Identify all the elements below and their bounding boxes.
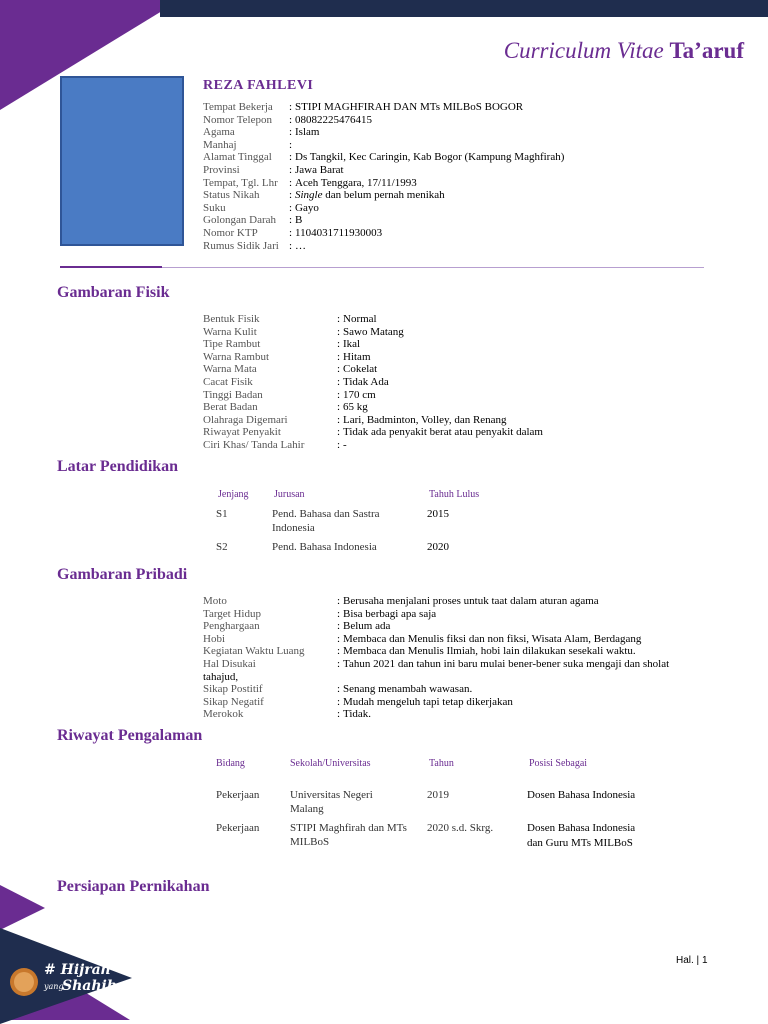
table-cell: Dosen Bahasa Indonesia dan Guru MTs MILBoS [527, 822, 636, 849]
biodata-row: Suku : Gayo [203, 201, 319, 214]
table-header: Jenjang [218, 489, 249, 500]
section-title-pribadi: Gambaran Pribadi [57, 566, 188, 583]
field-value: Tidak Ada [343, 375, 389, 388]
field-label: Tempat, Tgl. Lhr [203, 176, 278, 189]
field-value-italic: Single [295, 189, 323, 202]
title-italic: Curriculum Vitae [503, 38, 664, 63]
field-label: Hobi [203, 632, 225, 645]
physical-row: Warna Rambut : Hitam [203, 350, 371, 363]
field-value: Belum ada [343, 620, 391, 633]
divider-accent [60, 266, 162, 268]
physical-row: Warna Mata : Cokelat [203, 363, 378, 376]
field-label: Olahraga Digemari [203, 413, 288, 426]
field-label: Sikap Negatif [203, 695, 264, 708]
person-name: REZA FAHLEVI [203, 78, 314, 93]
field-value: Sawo Matang [343, 325, 404, 338]
physical-row: Cacat Fisik : Tidak Ada [203, 375, 389, 388]
table-cell: Pekerjaan [216, 789, 260, 801]
title-bold: Ta’aruf [669, 38, 744, 63]
field-value: dan belum pernah menikah [325, 189, 445, 202]
table-cell: Pend. Bahasa dan Sastra Indonesia [272, 508, 380, 534]
physical-row: Tinggi Badan : 170 cm [203, 388, 376, 401]
section-title-pendidikan: Latar Pendidikan [57, 458, 179, 475]
field-value: Islam [295, 126, 320, 139]
field-value: Bisa berbagi apa saja [343, 607, 437, 620]
table-cell: Universitas Negeri Malang [290, 789, 373, 815]
table-cell: STIPI Maghfirah dan MTs MILBoS [290, 822, 407, 848]
personal-row: Merokok : Tidak. [203, 708, 372, 721]
section-title-pernikahan: Persiapan Pernikahan [57, 878, 210, 895]
field-label: Agama [203, 126, 235, 139]
field-label: Penghargaan [203, 620, 260, 633]
logo-line2: Shahih [62, 978, 118, 994]
physical-list [203, 313, 543, 452]
table-cell: 2020 [427, 541, 449, 553]
field-label: Merokok [203, 708, 244, 721]
hijrah-logo [8, 958, 128, 1008]
field-value: Hitam [343, 350, 371, 363]
field-value: Lari, Badminton, Volley, dan Renang [343, 413, 507, 426]
field-value-continuation: tahajud, [203, 670, 239, 683]
document-title [504, 38, 744, 64]
profile-photo-placeholder [60, 76, 184, 246]
field-value: Jawa Barat [295, 163, 344, 176]
personal-row: Target Hidup : Bisa berbagi apa saja [203, 607, 437, 620]
field-value: Cokelat [343, 363, 378, 376]
field-label: Riwayat Penyakit [203, 426, 281, 439]
field-label: Sikap Postitif [203, 683, 263, 696]
biodata-row: Nomor Telepon : 08082225476415 [203, 113, 372, 126]
personal-list [203, 595, 669, 721]
physical-row: Tipe Rambut : Ikal [203, 338, 361, 351]
biodata-row: Agama : Islam [203, 126, 320, 139]
table-cell: 2019 [427, 789, 449, 801]
field-value: Membaca dan Menulis Ilmiah, hobi lain dilakukan sesekali waktu. [343, 645, 636, 658]
logo-small: yang [44, 982, 64, 991]
table-header: Posisi Sebagai [529, 758, 588, 769]
field-label: Provinsi [203, 163, 240, 176]
field-label: Ciri Khas/ Tanda Lahir [203, 438, 305, 451]
field-label: Tinggi Badan [203, 388, 263, 401]
biodata-row: Golongan Darah : B [203, 214, 303, 227]
field-value: - [343, 438, 347, 451]
biodata-row: Provinsi : Jawa Barat [203, 163, 344, 176]
personal-row: Hobi : Membaca dan Menulis fiksi dan non fiksi, Wisata Alam, Berdagang [203, 632, 642, 645]
field-value: Ikal [343, 338, 361, 351]
personal-row: Sikap Postitif : Senang menambah wawasan. [203, 683, 473, 696]
field-label: Rumus Sidik Jari [203, 239, 279, 252]
field-label: Target Hidup [203, 607, 261, 620]
biodata-row: Tempat, Tgl. Lhr : Aceh Tenggara, 17/11/1993 [203, 176, 417, 189]
field-label: Berat Badan [203, 401, 258, 414]
biodata-list [203, 101, 564, 252]
field-label: Alamat Tinggal [203, 151, 272, 164]
field-label: Moto [203, 595, 227, 607]
field-label: Tipe Rambut [203, 338, 261, 351]
field-value: Normal [343, 313, 377, 325]
physical-row: Ciri Khas/ Tanda Lahir : - [203, 438, 347, 451]
table-cell: S2 [216, 541, 228, 553]
field-label: Warna Kulit [203, 325, 257, 338]
field-label: Warna Mata [203, 363, 257, 376]
field-value: Ds Tangkil, Kec Caringin, Kab Bogor (Kampung Maghfirah) [295, 151, 565, 164]
field-value: Gayo [295, 201, 319, 214]
table-cell: 2020 s.d. Skrg. [427, 822, 494, 834]
field-label: Suku [203, 201, 226, 214]
field-label: Tempat Bekerja [203, 101, 273, 113]
field-label: Manhaj [203, 138, 237, 151]
field-value: B [295, 214, 303, 227]
personal-row-continuation [203, 671, 669, 684]
field-value: STIPI MAGHFIRAH DAN MTs MILBoS BOGOR [295, 101, 524, 113]
field-label: Nomor Telepon [203, 113, 272, 126]
biodata-row: Status Nikah : Single dan belum pernah menikah [203, 189, 445, 202]
field-value: … [295, 239, 306, 252]
personal-row: Kegiatan Waktu Luang : Membaca dan Menulis Ilmiah, hobi lain dilakukan sesekali waktu. [203, 645, 636, 658]
table-cell: Pend. Bahasa Indonesia [272, 541, 377, 553]
field-value: Berusaha menjalani proses untuk taat dalam aturan agama [343, 595, 599, 607]
personal-row: Penghargaan : Belum ada [203, 620, 391, 633]
biodata-row: Nomor KTP : 1104031711930003 [203, 226, 383, 239]
page-number: Hal. | 1 [676, 955, 708, 966]
personal-row: Hal Disukai : Tahun 2021 dan tahun ini baru mulai bener-bener suka mengaji dan sholat [203, 657, 670, 670]
logo-line1: # Hijrah [44, 962, 111, 978]
field-label: Warna Rambut [203, 350, 270, 363]
table-cell: 2015 [427, 508, 449, 520]
biodata-row: Tempat Bekerja : STIPI MAGHFIRAH DAN MTs MILBoS BOGOR [203, 101, 524, 113]
personal-row: Sikap Negatif : Mudah mengeluh tapi tetap dikerjakan [203, 695, 513, 708]
field-label: Kegiatan Waktu Luang [203, 645, 305, 658]
field-value: 170 cm [343, 388, 376, 401]
field-value: 65 kg [343, 401, 368, 414]
table-header: Tahuh Lulus [429, 489, 480, 500]
table-header: Tahun [429, 758, 454, 769]
field-label: Bentuk Fisik [203, 313, 260, 325]
physical-row: Berat Badan : 65 kg [203, 401, 368, 414]
physical-row: Riwayat Penyakit : Tidak ada penyakit berat atau penyakit dalam [203, 426, 543, 439]
personal-row: Moto : Berusaha menjalani proses untuk taat dalam aturan agama [203, 595, 599, 607]
section-title-pengalaman: Riwayat Pengalaman [57, 727, 203, 744]
table-cell: Dosen Bahasa Indonesia [527, 789, 636, 801]
field-value: Tahun 2021 dan tahun ini baru mulai bener-bener suka mengaji dan sholat [343, 657, 670, 670]
field-value: Tidak. [343, 708, 372, 721]
table-header: Sekolah/Universitas [290, 758, 371, 769]
table-header: Jurusan [274, 489, 305, 500]
table-cell: Pekerjaan [216, 822, 260, 834]
field-label: Cacat Fisik [203, 375, 253, 388]
physical-row: Warna Kulit : Sawo Matang [203, 325, 404, 338]
biodata-row: Manhaj : [203, 138, 293, 151]
field-value: Membaca dan Menulis fiksi dan non fiksi, Wisata Alam, Berdagang [343, 632, 642, 645]
physical-row: Bentuk Fisik : Normal [203, 313, 377, 325]
field-value: Senang menambah wawasan. [343, 683, 473, 696]
table-header: Bidang [216, 758, 245, 769]
biodata-row: Rumus Sidik Jari : … [203, 239, 306, 252]
field-label: Golongan Darah [203, 214, 277, 227]
field-label: Hal Disukai [203, 657, 256, 670]
top-header-bar [160, 0, 768, 17]
field-value: 1104031711930003 [295, 226, 383, 239]
field-label: Nomor KTP [203, 226, 258, 239]
field-value: Mudah mengeluh tapi tetap dikerjakan [343, 695, 513, 708]
section-title-fisik: Gambaran Fisik [57, 284, 170, 301]
field-label: Status Nikah [203, 189, 260, 202]
table-cell: S1 [216, 508, 228, 520]
field-value: 08082225476415 [295, 113, 372, 126]
logo-circle-icon [8, 966, 40, 998]
physical-row: Olahraga Digemari : Lari, Badminton, Volley, dan Renang [203, 413, 507, 426]
biodata-row: Alamat Tinggal : Ds Tangkil, Kec Caringin, Kab Bogor (Kampung Maghfirah) [203, 151, 565, 164]
field-value: Tidak ada penyakit berat atau penyakit dalam [343, 426, 543, 439]
field-value: Aceh Tenggara, 17/11/1993 [295, 176, 417, 189]
